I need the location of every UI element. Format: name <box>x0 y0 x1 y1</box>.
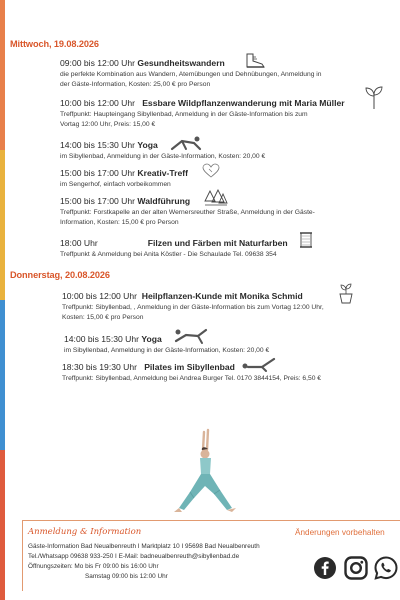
pilates-pose-icon <box>240 356 278 372</box>
event-desc: Treffpunkt: Sibyllenbad, Anmeldung bei Andrea Burger Tel. 0170 3844154, Preis: 6,50 € <box>62 375 322 382</box>
instagram-icon[interactable] <box>344 556 368 580</box>
sprout-icon <box>364 84 384 110</box>
event-item <box>60 167 390 190</box>
event-title: Yoga <box>137 140 158 150</box>
forest-icon <box>204 189 228 207</box>
event-desc: Treffpunkt: Haupteingang Sibyllenbad, Anmeldung in der Gäste-Information bis zum <box>60 111 308 118</box>
event-time: 18:30 bis 19:30 Uhr <box>62 362 138 372</box>
event-desc: Treffpunkt: Forstkapelle an der alten Wernersreuther Straße, Anmeldung in der Gäste- <box>60 209 315 216</box>
day-title: Donnerstag, 20.08.2026 <box>10 270 110 280</box>
event-desc: Information, Kosten: 15,00 € pro Person <box>60 219 179 226</box>
event-title: Waldführung <box>137 196 191 206</box>
heart-icon <box>202 163 220 179</box>
event-title: Yoga <box>141 334 162 344</box>
event-title: Gesundheitswandern <box>137 58 225 68</box>
yoga-pose-icon <box>172 327 208 345</box>
footer-title: Anmeldung & Information <box>28 527 142 537</box>
event-desc: im Sibyllenbad, Anmeldung in der Gäste-Information, Kosten: 20,00 € <box>60 153 266 160</box>
event-time: 14:00 bis 15:30 Uhr <box>60 140 136 150</box>
color-bar-red <box>0 450 5 600</box>
event-item <box>64 333 394 356</box>
event-desc: im Sengerhof, einfach vorbeikommen <box>60 181 171 188</box>
yoga-woman-illustration <box>170 428 240 518</box>
event-desc: Kosten: 15,00 € pro Person <box>62 314 144 321</box>
event-desc: der Gäste-Information, Kosten: 25,00 € pro Person <box>60 81 211 88</box>
event-time: 14:00 bis 15:30 Uhr <box>64 334 140 344</box>
color-bar-blue <box>0 300 5 450</box>
event-item <box>60 97 390 130</box>
event-title: Kreativ-Treff <box>137 168 189 178</box>
event-desc: im Sibyllenbad, Anmeldung in der Gäste-Information, Kosten: 20,00 € <box>64 347 270 354</box>
event-desc: Treffpunkt: Sibyllenbad, , Anmeldung in der Gäste-Information bis zum Vortag 12:00 Uhr, <box>62 304 324 311</box>
hiking-boot-icon <box>244 52 266 70</box>
event-title: Filzen und Färben mit Naturfarben <box>147 238 288 248</box>
footer-hours-weekdays: Öffnungszeiten: Mo bis Fr 09:00 bis 16:00 Uhr <box>28 563 159 570</box>
yoga-pose-icon <box>170 135 204 151</box>
event-time: 18:00 Uhr <box>60 238 98 248</box>
event-time: 09:00 bis 12:00 Uhr <box>60 58 136 68</box>
event-desc: Treffpunkt & Anmeldung bei Anita Köstler - Die Schaulade Tel. 09638 354 <box>60 251 277 258</box>
event-title: Pilates im Sibyllenbad <box>144 362 235 372</box>
event-time: 10:00 bis 12:00 Uhr <box>60 98 136 108</box>
event-item <box>60 57 390 90</box>
event-item <box>60 139 390 162</box>
whatsapp-icon[interactable] <box>374 556 398 580</box>
event-desc: Vortag 12:00 Uhr, Preis: 15,00 € <box>60 121 156 128</box>
facebook-icon[interactable] <box>313 556 337 580</box>
event-item <box>62 361 392 384</box>
day-title: Mittwoch, 19.08.2026 <box>10 39 99 49</box>
footer-hours-saturday: Samstag 09:00 bis 12:00 Uhr <box>85 573 168 580</box>
event-title: Essbare Wildpflanzenwanderung mit Maria Müller <box>142 98 345 108</box>
event-desc: die perfekte Kombination aus Wandern, Atemübungen und Dehnübungen, Anmeldung in <box>60 71 322 78</box>
event-title: Heilpflanzen-Kunde mit Monika Schmid <box>141 291 303 301</box>
color-bar-orange <box>0 0 5 150</box>
herb-pot-icon <box>336 282 356 304</box>
color-bar-yellow <box>0 150 5 300</box>
event-time: 10:00 bis 12:00 Uhr <box>62 291 138 301</box>
event-time: 15:00 bis 17:00 Uhr <box>60 196 136 206</box>
event-item <box>60 237 390 260</box>
yarn-spool-icon <box>298 230 314 250</box>
footer-address: Gäste-Information Bad Neualbenreuth I Marktplatz 10 I 95698 Bad Neualbenreuth <box>28 543 260 550</box>
event-time: 15:00 bis 17:00 Uhr <box>60 168 136 178</box>
footer-contact: Tel./Whatsapp 09638 933-250 I E-Mail: badneualbenreuth@sibyllenbad.de <box>28 553 240 560</box>
footer-note: Änderungen vorbehalten <box>295 528 385 537</box>
